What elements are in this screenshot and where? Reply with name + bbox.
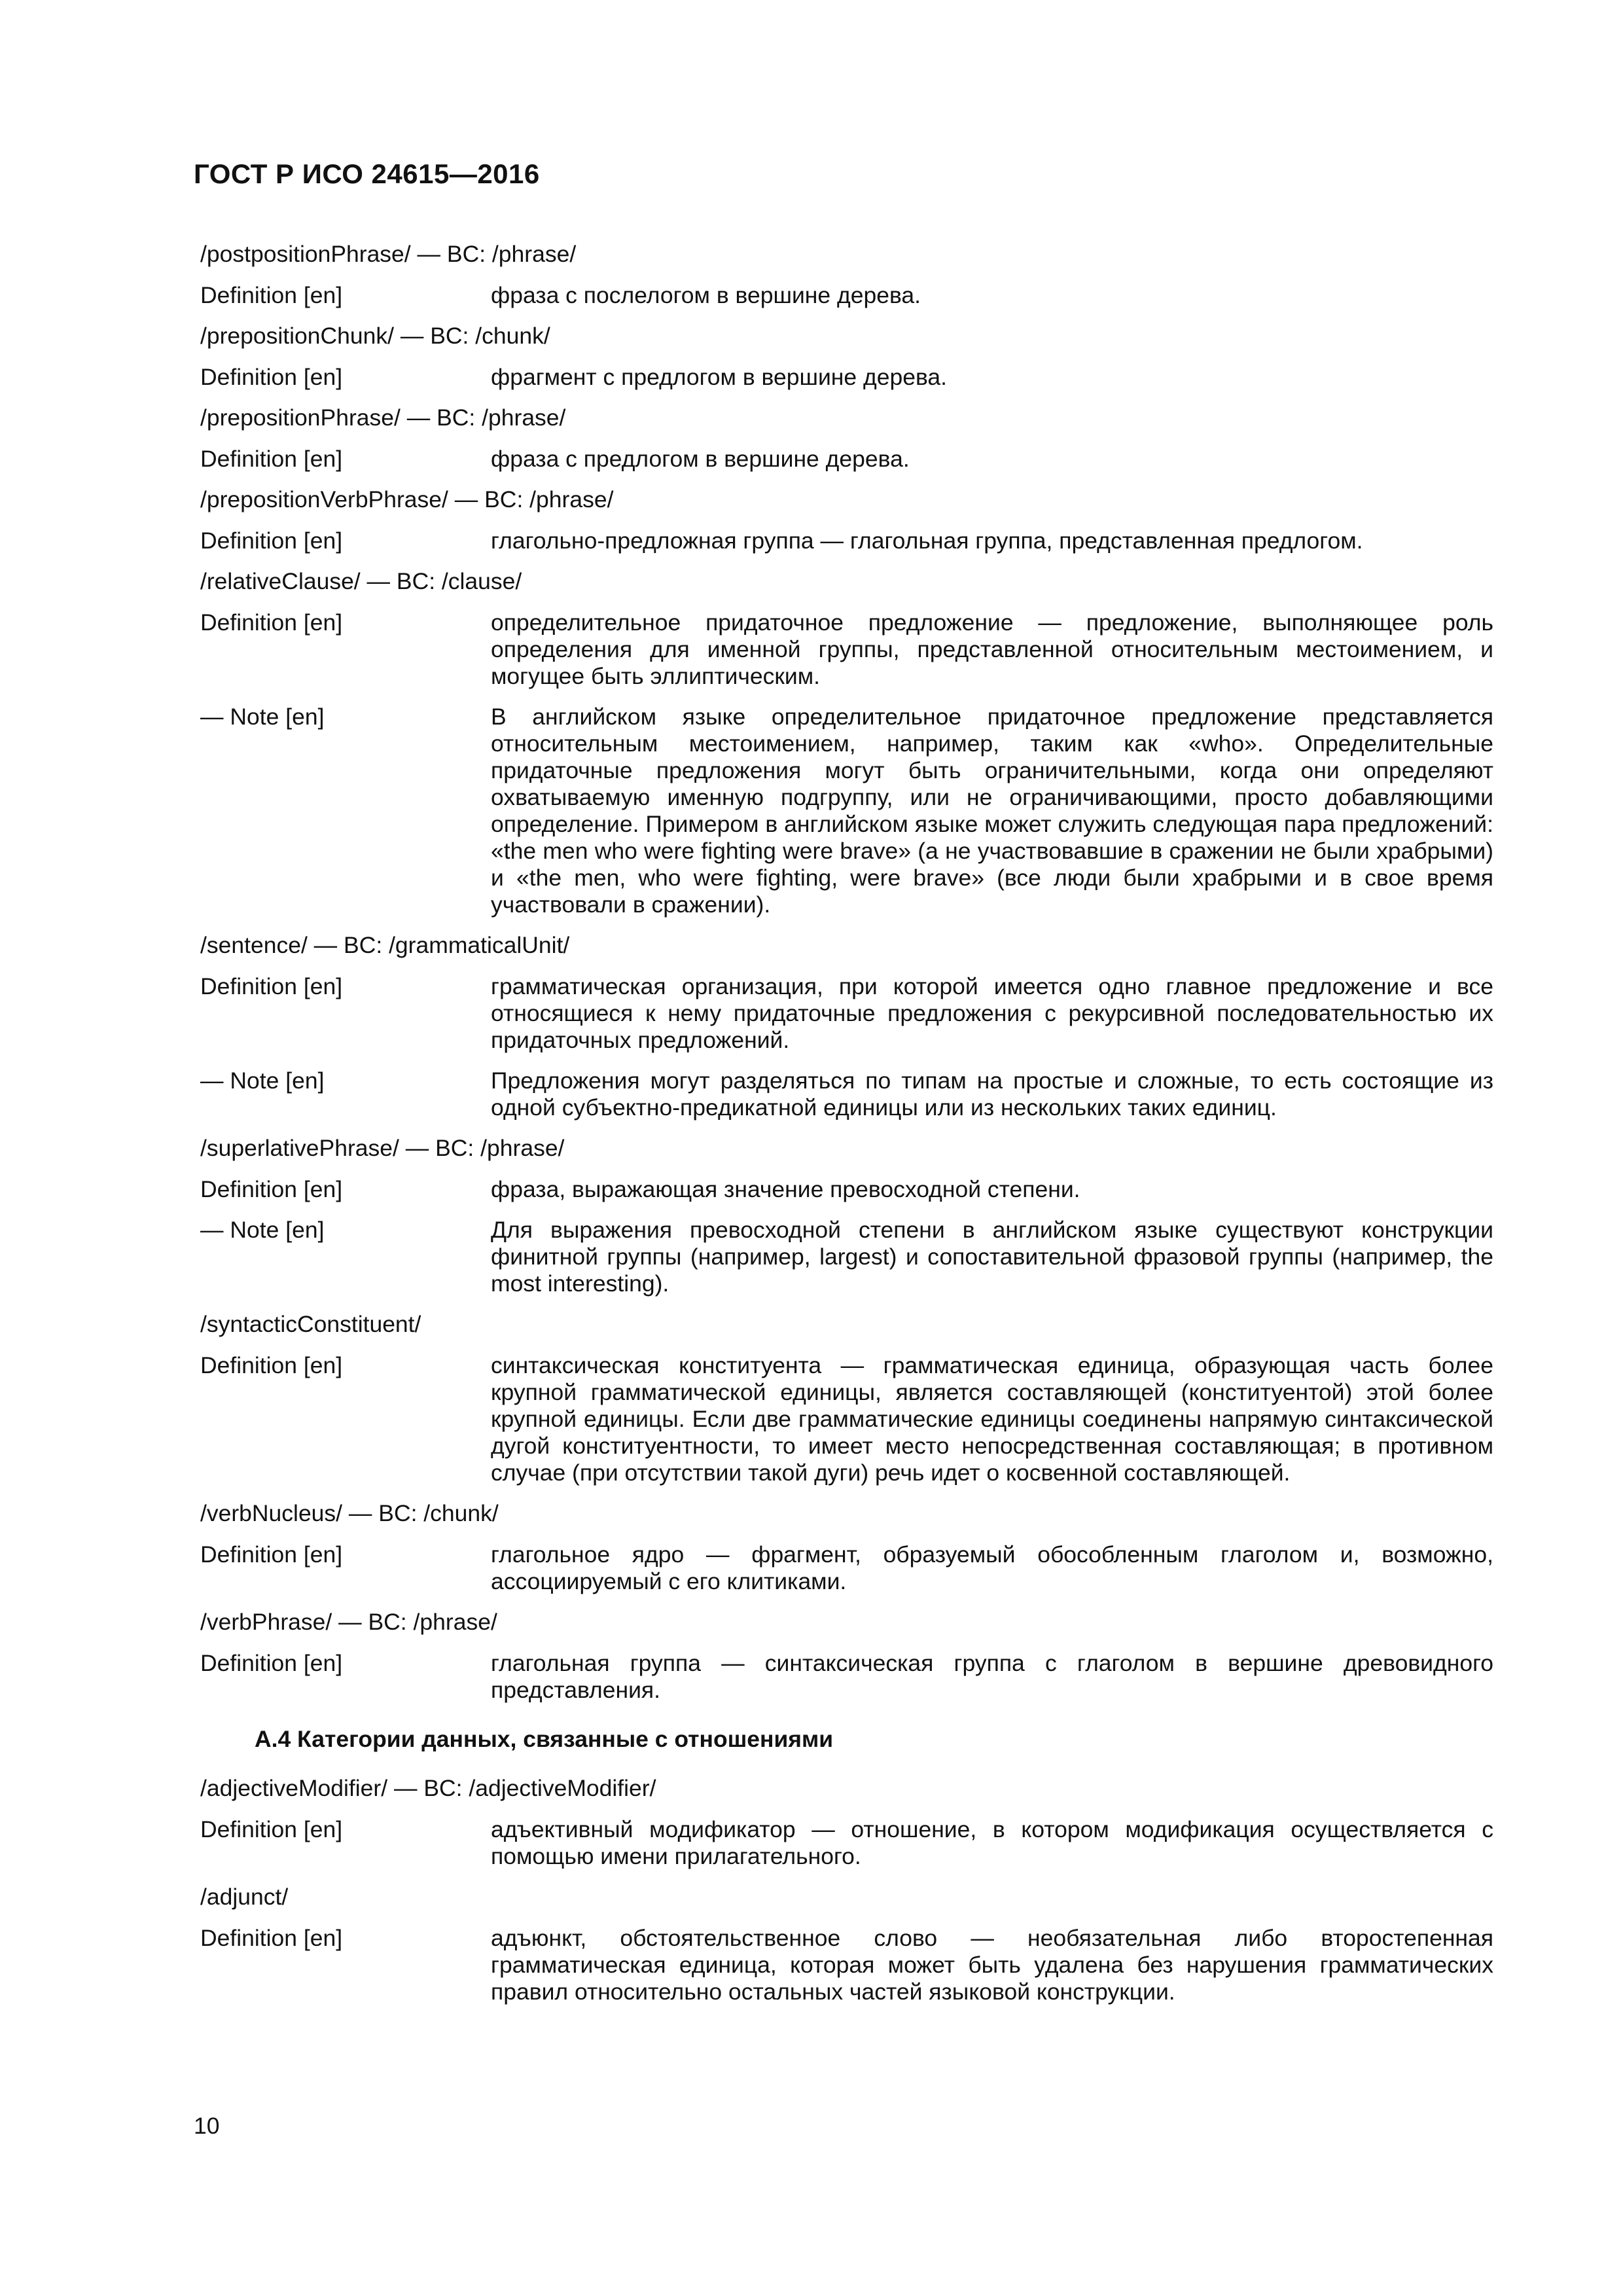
term-verb-phrase: /verbPhrase/ — BC: /phrase/ <box>200 1609 497 1635</box>
term-preposition-chunk: /prepositionChunk/ — BC: /chunk/ <box>200 323 550 349</box>
definition-row <box>200 364 1493 391</box>
definition-row <box>200 1650 1493 1704</box>
note-row <box>200 1217 1493 1297</box>
row-text: синтаксическая конституента — грамматическая единица, образующая часть более крупной грамматической единицы, является составляющей (конституентой) этой более крупной единицы. Если две грамматические единицы соединены напрямую синтаксической дугой конституентности, то имеет место непосредственная составляющая; в противном случае (при отсутствии такой дуги) речь идет о косвенной составляющей. <box>491 1352 1493 1486</box>
definition-row <box>200 609 1493 690</box>
row-text: глагольно-предложная группа — глагольная группа, представленная предлогом. <box>491 528 1363 554</box>
row-text: В английском языке определительное придаточное предложение представляется относительным местоимением, например, таким как «who». Определительные придаточные предложения могут быть ограничительными, когда они определяют охватываемую именную подгруппу, или не ограничивающими, просто добавляющими определение. Примером в английском языке может служить следующая пара предложений: «the men who were fighting were brave» (а не участвовавшие в сражении не были храбрыми) и «the men, who were fighting, were brave» (все люди были храбрыми и в свое время участвовали в сражении). <box>491 704 1493 918</box>
row-label: Definition [en] <box>200 1541 343 1568</box>
row-text: фраза, выражающая значение превосходной степени. <box>491 1176 1080 1202</box>
row-text: адъюнкт, обстоятельственное слово — необязательная либо второстепенная грамматическая единица, которая может быть удалена без нарушения грамматических правил относительно остальных частей языковой конструкции. <box>491 1925 1493 2005</box>
row-label: Definition [en] <box>200 973 343 999</box>
row-label: Definition [en] <box>200 446 343 472</box>
term-relative-clause: /relativeClause/ — BC: /clause/ <box>200 568 522 594</box>
term-verb-nucleus: /verbNucleus/ — BC: /chunk/ <box>200 1500 499 1526</box>
row-label: Definition [en] <box>200 282 343 308</box>
row-label: Definition [en] <box>200 1650 343 1676</box>
document-body <box>200 241 1493 2019</box>
row-text: Для выражения превосходной степени в английском языке существуют конструкции финитной группы (например, largest) и сопоставительной фразовой группы (например, the most interesting). <box>491 1217 1493 1297</box>
row-label: — Note [en] <box>200 1217 325 1243</box>
term-sentence: /sentence/ — BC: /grammaticalUnit/ <box>200 932 570 958</box>
term-adjunct: /adjunct/ <box>200 1884 289 1910</box>
row-label: — Note [en] <box>200 704 325 730</box>
note-row <box>200 704 1493 918</box>
term-superlative-phrase: /superlativePhrase/ — BC: /phrase/ <box>200 1135 565 1161</box>
definition-row <box>200 973 1493 1054</box>
definition-row <box>200 1176 1493 1203</box>
term-preposition-phrase: /prepositionPhrase/ — BC: /phrase/ <box>200 404 566 431</box>
row-text: фрагмент с предлогом в вершине дерева. <box>491 364 948 390</box>
definition-row <box>200 446 1493 473</box>
term-postposition-phrase: /postpositionPhrase/ — BC: /phrase/ <box>200 241 577 267</box>
row-text: глагольная группа — синтаксическая группа с глаголом в вершине древовидного представления. <box>491 1650 1493 1703</box>
row-label: Definition [en] <box>200 1176 343 1202</box>
definition-row <box>200 1925 1493 2005</box>
row-label: — Note [en] <box>200 1067 325 1094</box>
row-label: Definition [en] <box>200 528 343 554</box>
row-text: глагольное ядро — фрагмент, образуемый обособленным глаголом и, возможно, ассоциируемый с его клитиками. <box>491 1541 1493 1594</box>
row-label: Definition [en] <box>200 609 343 636</box>
note-row <box>200 1067 1493 1121</box>
row-text: грамматическая организация, при которой имеется одно главное предложение и все относящиеся к нему придаточные предложения с рекурсивной последовательностью их придаточных предложений. <box>491 973 1493 1053</box>
section-heading-a4: А.4 Категории данных, связанные с отношениями <box>255 1726 834 1752</box>
definition-row <box>200 528 1493 554</box>
definition-row <box>200 282 1493 309</box>
row-label: Definition [en] <box>200 364 343 390</box>
document-header: ГОСТ Р ИСО 24615—2016 <box>194 158 540 189</box>
row-text: фраза с послелогом в вершине дерева. <box>491 282 921 308</box>
row-text: определительное придаточное предложение — предложение, выполняющее роль определения для именной группы, представленной относительным местоимением, и могущее быть эллиптическим. <box>491 609 1493 689</box>
row-text: Предложения могут разделяться по типам на простые и сложные, то есть состоящие из одной субъектно-предикатной единицы или из нескольких таких единиц. <box>491 1067 1493 1121</box>
row-text: адъективный модификатор — отношение, в котором модификация осуществляется с помощью имени прилагательного. <box>491 1816 1493 1869</box>
row-label: Definition [en] <box>200 1816 343 1842</box>
row-label: Definition [en] <box>200 1925 343 1951</box>
definition-row <box>200 1816 1493 1870</box>
term-adjective-modifier: /adjectiveModifier/ — BC: /adjectiveModifier/ <box>200 1775 656 1801</box>
row-label: Definition [en] <box>200 1352 343 1378</box>
term-preposition-verb-phrase: /prepositionVerbPhrase/ — BC: /phrase/ <box>200 486 614 512</box>
definition-row <box>200 1541 1493 1595</box>
definition-row <box>200 1352 1493 1486</box>
row-text: фраза с предлогом в вершине дерева. <box>491 446 910 472</box>
term-syntactic-constituent: /syntacticConstituent/ <box>200 1311 421 1337</box>
page-number: 10 <box>194 2113 220 2139</box>
